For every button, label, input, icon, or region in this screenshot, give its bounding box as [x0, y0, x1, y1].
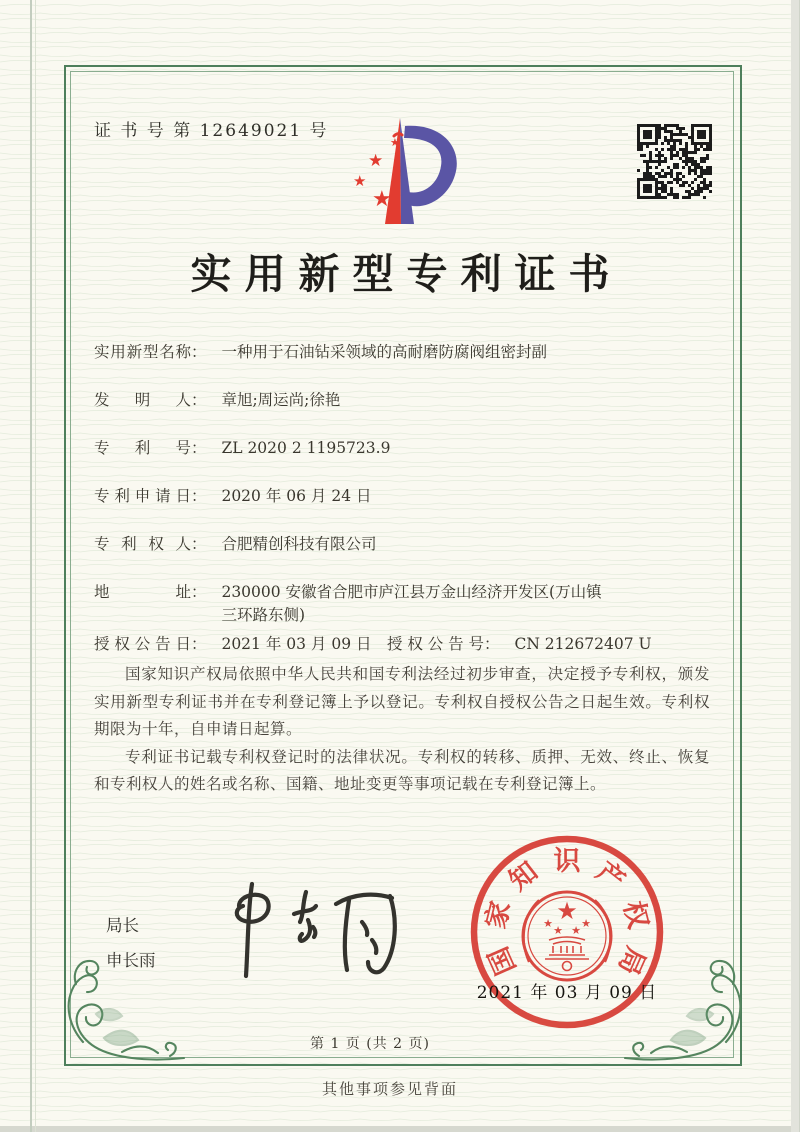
seal-char: 家 — [480, 898, 517, 932]
page-shadow-bottom — [0, 1126, 800, 1132]
field-label: 实用新型名称 — [94, 343, 191, 361]
seal-char: 产 — [590, 855, 631, 897]
field-row-address — [94, 581, 714, 627]
svg-text:★: ★ — [581, 917, 591, 930]
shen-changyu-signature-icon — [212, 870, 417, 988]
field-colon: ： — [484, 635, 500, 653]
field-value: 章旭;周运尚;徐艳 — [221, 391, 341, 409]
field-label: 发明人 — [94, 391, 191, 409]
certificate-number: 证 书 号 第 12649021 号 — [94, 121, 329, 141]
svg-text:★: ★ — [571, 924, 581, 937]
svg-text:★: ★ — [553, 924, 563, 937]
field-label: 授权公告日 — [94, 635, 191, 653]
field-label: 专利申请日 — [94, 487, 191, 505]
svg-text:★: ★ — [543, 917, 553, 930]
seal-char: 局 — [611, 942, 652, 980]
qr-code-icon — [637, 124, 712, 199]
field-row-inventor — [94, 389, 714, 412]
field-row-patent-no — [94, 437, 714, 460]
field-colon: ： — [191, 535, 207, 553]
field-colon: ： — [191, 487, 207, 505]
field-colon: ： — [191, 439, 207, 457]
field-label: 专利号 — [94, 439, 191, 457]
field-colon: ： — [191, 343, 207, 361]
field-value: 一种用于石油钻采领域的高耐磨防腐阀组密封副 — [221, 343, 547, 361]
legal-paragraph-1: 国家知识产权局依照中华人民共和国专利法经过初步审查，决定授予专利权，颁发实用新型专利证书并在专利登记簿上予以登记。专利权自授权公告之日起生效。专利权期限为十年，自申请日起算。 — [94, 665, 710, 738]
cnipa-round-seal-icon — [465, 830, 669, 1034]
field-value: 合肥精创科技有限公司 — [221, 535, 377, 553]
svg-text:★: ★ — [353, 172, 367, 190]
field-row-grant — [94, 633, 714, 656]
field-colon: ： — [191, 583, 207, 601]
grant-date-value: 2021 年 03 月 09 日 — [221, 635, 372, 653]
field-colon: ： — [191, 635, 207, 653]
cnipa-logo-icon — [338, 110, 470, 234]
national-emblem-icon — [523, 892, 611, 980]
seal-date: 2021 年 03 月 09 日 — [476, 983, 658, 1003]
field-list — [94, 341, 714, 681]
page-spine-line — [30, 0, 32, 1132]
field-row-patentee — [94, 533, 714, 556]
grant-number-group — [387, 633, 652, 656]
field-label: 地址 — [94, 583, 191, 601]
svg-text:★: ★ — [556, 897, 578, 925]
svg-text:★: ★ — [390, 136, 400, 149]
back-side-note: 其他事项参见背面 — [321, 1080, 458, 1098]
director-block — [106, 908, 156, 978]
page-spine-line-inner — [35, 0, 36, 1132]
legal-text — [94, 661, 710, 799]
page-number: 第 1 页 (共 2 页) — [310, 1036, 430, 1052]
seal-char: 知 — [503, 855, 544, 897]
field-value: ZL 2020 2 1195723.9 — [221, 439, 391, 457]
seal-char: 权 — [617, 898, 654, 932]
seal-char: 识 — [553, 846, 581, 877]
director-title: 局长 — [106, 916, 139, 935]
field-row-name — [94, 341, 714, 364]
field-value: 2020 年 06 月 24 日 — [221, 487, 372, 505]
field-colon: ： — [191, 391, 207, 409]
field-value: 230000 安徽省合肥市庐江县万金山经济开发区(万山镇三环路东侧) — [221, 583, 602, 624]
field-row-filing-date — [94, 485, 714, 508]
legal-paragraph-2: 专利证书记载专利权登记时的法律状况。专利权的转移、质押、无效、终止、恢复和专利权人的姓名或名称、国籍、地址变更等事项记载在专利登记簿上。 — [94, 747, 710, 793]
seal-char: 国 — [482, 942, 523, 980]
field-label: 授权公告号 — [387, 635, 484, 653]
grant-number-value: CN 212672407 U — [514, 635, 652, 653]
field-label: 专利权人 — [94, 535, 191, 553]
svg-text:★: ★ — [368, 151, 384, 171]
director-name: 申长雨 — [106, 951, 156, 970]
svg-text:★: ★ — [372, 187, 392, 212]
certificate-title: 实用新型专利证书 — [190, 250, 623, 298]
